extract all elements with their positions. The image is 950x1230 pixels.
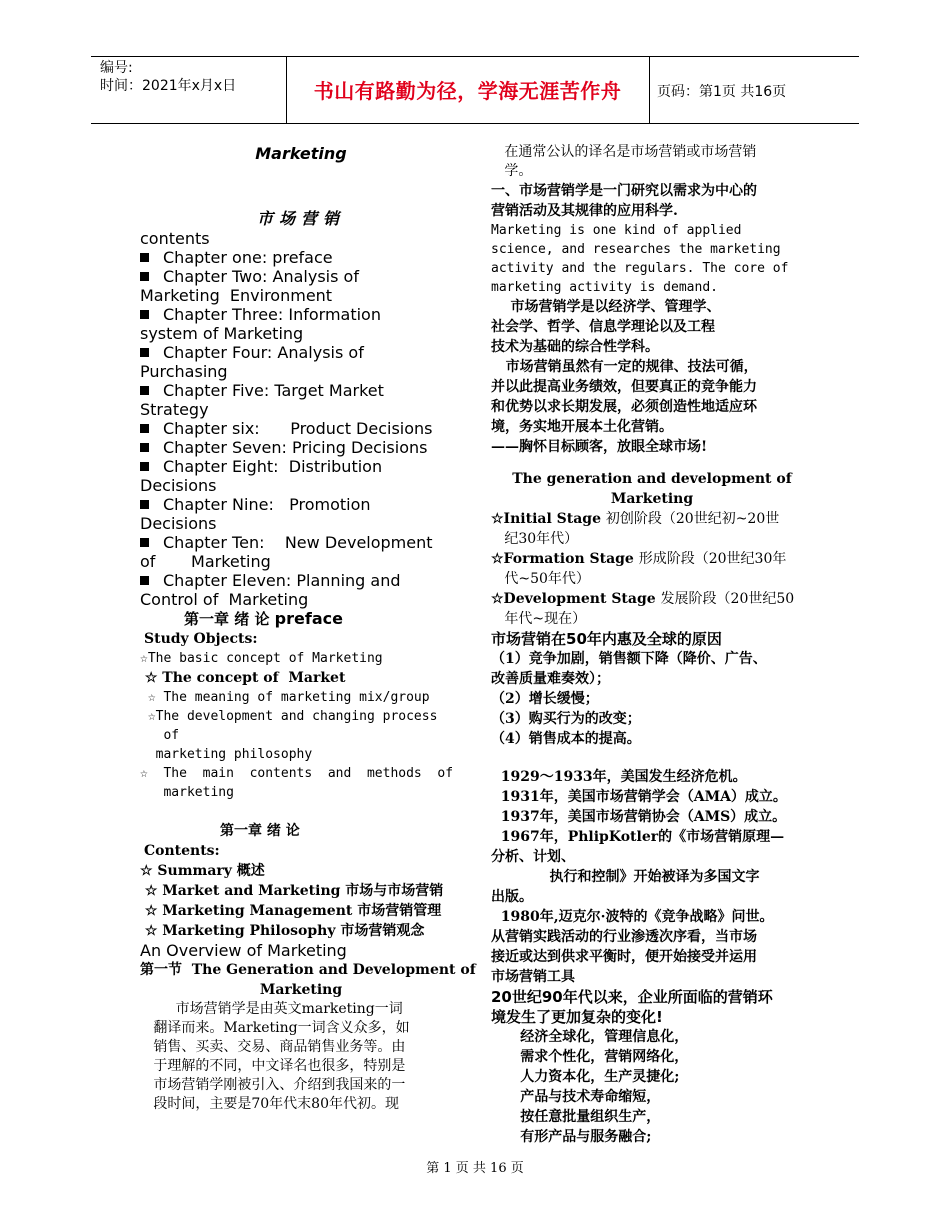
history-line: 从营销实践活动的行业渗透次序看，当市场 xyxy=(491,929,757,945)
reason-item: 改善质量难奏效）； xyxy=(491,671,610,687)
bullet-square-icon xyxy=(140,348,149,357)
stage-list xyxy=(491,509,813,629)
definition-cn xyxy=(491,181,813,221)
toc-item-label: Chapter Five: Target Market xyxy=(163,381,384,400)
toc-item-label: Chapter Three: Information xyxy=(163,305,381,324)
stage-name: ☆Initial Stage xyxy=(491,511,606,527)
section-heading-line: 第一节 The Generation and Development of xyxy=(140,962,476,978)
contents2-list xyxy=(140,861,462,941)
toc-item-continued: Strategy xyxy=(140,400,209,419)
objective-item: of xyxy=(140,728,180,743)
competition-line: 市场营销虽然有一定的规律、技法可循， xyxy=(491,359,758,375)
document-date: 时间：2021年x月x日 xyxy=(100,78,237,94)
history-line: 接近或达到供求平衡时，便开始接受并运用 xyxy=(491,949,757,965)
toc-item xyxy=(140,571,462,590)
bullet-square-icon xyxy=(140,310,149,319)
competition-line: 境，务实地开展本土化营销。 xyxy=(491,419,673,435)
generation-heading-line: Marketing xyxy=(610,491,694,507)
history-line: 执行和控制》开始被译为多国文字 xyxy=(491,869,760,885)
toc-item-label: Chapter Four: Analysis of xyxy=(163,343,364,362)
discipline-basis xyxy=(491,297,813,357)
header-divider xyxy=(649,57,650,123)
history-line: 市场营销工具 xyxy=(491,969,575,985)
reason-item: （4）销售成本的提高。 xyxy=(491,731,641,747)
contents2-item: ☆ Marketing Management 市场营销管理 xyxy=(140,903,442,919)
toc-item-label: Chapter Nine: Promotion xyxy=(163,495,371,514)
trend-line: 按任意批量组织生产， xyxy=(491,1109,661,1125)
trend-line: 有形产品与服务融合; xyxy=(491,1129,652,1145)
intro-paragraph xyxy=(140,1000,462,1114)
toc-item-continued: Marketing Environment xyxy=(140,286,333,305)
stage-name: ☆Development Stage xyxy=(491,591,661,607)
toc-item-continued: Decisions xyxy=(140,514,217,533)
stage-item xyxy=(491,549,813,569)
toc-item xyxy=(140,533,462,552)
section-heading xyxy=(140,960,476,1000)
toc-item xyxy=(140,438,462,457)
definition-line: 营销活动及其规律的应用科学. xyxy=(491,203,678,219)
toc-item-continued: Purchasing xyxy=(140,362,228,381)
toc-item-label: Chapter Seven: Pricing Decisions xyxy=(163,438,428,457)
chapter-heading-2: 第一章 绪 论 xyxy=(220,823,300,839)
reason-item: （2）增长缓慢； xyxy=(491,691,599,707)
paragraph-line: 在通常公认的译名是市场营销或市场营销 xyxy=(491,144,757,160)
stage-period-continued: 代~50年代） xyxy=(491,571,590,587)
competition-line: 并以此提高业务绩效，但要真正的竞争能力 xyxy=(491,379,757,395)
paragraph-line: 段时间，主要是70年代末80年代初。现 xyxy=(140,1096,399,1112)
toc-item-label: Chapter Two: Analysis of xyxy=(163,267,359,286)
objective-item: marketing xyxy=(140,785,234,800)
paragraph-line: 市场营销学刚被引入、介绍到我国来的一 xyxy=(140,1077,406,1093)
contents2-label: Contents: xyxy=(144,843,220,859)
basis-line: 市场营销学是以经济学、管理学、 xyxy=(491,299,721,315)
paragraph-line: 于理解的不同，中文译名也很多，特别是 xyxy=(140,1058,406,1074)
toc-item-continued: Decisions xyxy=(140,476,217,495)
trends-list xyxy=(491,1027,813,1147)
stage-period-continued: 纪30年代） xyxy=(491,531,579,547)
basis-line: 社会学、哲学、信息学理论以及工程 xyxy=(491,319,715,335)
table-of-contents xyxy=(140,248,462,609)
contents2-item: ☆ Summary 概述 xyxy=(140,863,265,879)
history-line: 1967年，PhlipKotler的《市场营销原理— xyxy=(491,829,785,845)
contents-label: contents xyxy=(140,229,210,248)
history-line: 1980年,迈克尔·波特的《竞争战略》问世。 xyxy=(491,909,774,925)
toc-item-continued: system of Marketing xyxy=(140,324,304,343)
basis-line: 技术为基础的综合性学科。 xyxy=(491,339,659,355)
nineties-line: 20世纪90年代以来，企业所面临的营销环 xyxy=(491,988,773,1006)
bullet-square-icon xyxy=(140,253,149,262)
trend-line: 需求个性化，营销网络化， xyxy=(491,1049,689,1065)
toc-item xyxy=(140,343,462,362)
toc-item-label: Chapter six: Product Decisions xyxy=(163,419,433,438)
reason-item: （3）购买行为的改变； xyxy=(491,711,641,727)
objective-item: ☆The development and changing process xyxy=(140,709,438,724)
history-line: 出版。 xyxy=(491,889,533,905)
overview-heading: An Overview of Marketing xyxy=(140,941,347,960)
right-column xyxy=(491,143,813,1147)
objective-item: ☆ The meaning of marketing mix/group xyxy=(140,690,430,705)
history-list xyxy=(491,767,813,987)
bullet-square-icon xyxy=(140,538,149,547)
history-line: 1931年，美国市场营销学会（AMA）成立。 xyxy=(491,789,787,805)
objective-item: ☆ The concept of Market xyxy=(140,670,346,686)
section-heading-line: Marketing xyxy=(259,982,343,998)
history-line: 1929～1933年，美国发生经济危机。 xyxy=(491,769,747,785)
toc-item-continued: Control of Marketing xyxy=(140,590,309,609)
bullet-square-icon xyxy=(140,424,149,433)
toc-item-label: Chapter Ten: New Development xyxy=(163,533,433,552)
definition-en xyxy=(491,221,813,297)
toc-item xyxy=(140,248,462,267)
history-line: 分析、计划、 xyxy=(491,849,575,865)
reason-item: （1）竞争加剧，销售额下降（降价、广告、 xyxy=(491,651,767,667)
paragraph-line: 翻译而来。Marketing一词含义众多，如 xyxy=(140,1020,410,1036)
chapter-heading-cn: 第一章 绪 论 xyxy=(184,610,275,628)
stage-item xyxy=(491,589,813,609)
definition-line: Marketing is one kind of applied xyxy=(491,223,742,238)
competition-line: 和优势以求长期发展，必须创造性地适应环 xyxy=(491,399,757,415)
bullet-square-icon xyxy=(140,272,149,281)
contents2-item: ☆ Marketing Philosophy 市场营销观念 xyxy=(140,923,425,939)
definition-line: 一、市场营销学是一门研究以需求为中心的 xyxy=(491,183,757,199)
toc-item xyxy=(140,267,462,286)
stage-period: 初创阶段（20世纪初~20世 xyxy=(605,511,780,527)
document-title-en: Marketing xyxy=(255,144,347,163)
definition-line: activity and the regulars. The core of xyxy=(491,261,789,276)
intro-paragraph-continued xyxy=(491,143,813,181)
left-column xyxy=(140,140,476,1114)
toc-item-continued: of Marketing xyxy=(140,552,271,571)
definition-line: marketing activity is demand. xyxy=(491,280,718,295)
document-number-label: 编号: xyxy=(100,60,133,76)
bullet-square-icon xyxy=(140,443,149,452)
stage-name: ☆Formation Stage xyxy=(491,551,639,567)
paragraph-line: 市场营销学是由英文marketing一词 xyxy=(140,1001,403,1017)
page-header xyxy=(91,56,859,124)
objective-item: ☆The basic concept of Marketing xyxy=(140,651,383,666)
header-meta xyxy=(100,59,236,95)
generation-heading xyxy=(491,469,813,509)
trend-line: 产品与技术寿命缩短， xyxy=(491,1089,661,1105)
paragraph-line: 学。 xyxy=(491,163,533,179)
stage-item xyxy=(491,509,813,529)
stage-period-continued: 年代~现在） xyxy=(491,611,587,627)
chapter-heading-en: preface xyxy=(274,609,343,628)
study-objects-label: Study Objects: xyxy=(144,631,258,647)
objectives-list xyxy=(140,649,462,802)
generation-heading-line: The generation and development of xyxy=(512,471,792,487)
toc-item-label: Chapter one: preface xyxy=(163,248,333,267)
definition-line: science, and researches the marketing xyxy=(491,242,781,257)
toc-item xyxy=(140,419,462,438)
toc-item xyxy=(140,457,462,476)
bullet-square-icon xyxy=(140,386,149,395)
bullet-square-icon xyxy=(140,500,149,509)
competition-line: ——胸怀目标顾客，放眼全球市场! xyxy=(491,439,708,455)
header-page-number: 页码：第1页 共16页 xyxy=(657,84,787,100)
nineties-heading xyxy=(491,987,813,1027)
bullet-square-icon xyxy=(140,462,149,471)
page-footer: 第 1 页 共 16 页 xyxy=(426,1161,524,1176)
contents2-item: ☆ Market and Marketing 市场与市场营销 xyxy=(140,883,444,899)
reasons-heading: 市场营销在50年内惠及全球的原因 xyxy=(491,630,722,648)
toc-item-label: Chapter Eight: Distribution xyxy=(163,457,383,476)
history-line: 1937年，美国市场营销协会（AMS）成立。 xyxy=(491,809,787,825)
toc-item xyxy=(140,305,462,324)
nineties-line: 境发生了更加复杂的变化! xyxy=(491,1008,663,1026)
chapter-heading xyxy=(140,609,462,629)
document-title-cn: 市场营销 xyxy=(256,209,345,228)
objective-item: ☆ The main contents and methods of xyxy=(140,766,454,781)
toc-item-label: Chapter Eleven: Planning and xyxy=(163,571,401,590)
header-motto: 书山有路勤为径，学海无涯苦作舟 xyxy=(313,79,622,103)
paragraph-line: 销售、买卖、交易、商品销售业务等。由 xyxy=(140,1039,406,1055)
stage-period: 发展阶段（20世纪50 xyxy=(660,591,795,607)
toc-item xyxy=(140,495,462,514)
toc-item xyxy=(140,381,462,400)
bullet-square-icon xyxy=(140,576,149,585)
objective-item: marketing philosophy xyxy=(140,747,313,762)
stage-period: 形成阶段（20世纪30年 xyxy=(638,551,787,567)
trend-line: 人力资本化，生产灵捷化; xyxy=(491,1069,680,1085)
competition-paragraph xyxy=(491,357,813,457)
reasons-list xyxy=(491,649,813,749)
trend-line: 经济全球化，管理信息化， xyxy=(491,1029,689,1045)
